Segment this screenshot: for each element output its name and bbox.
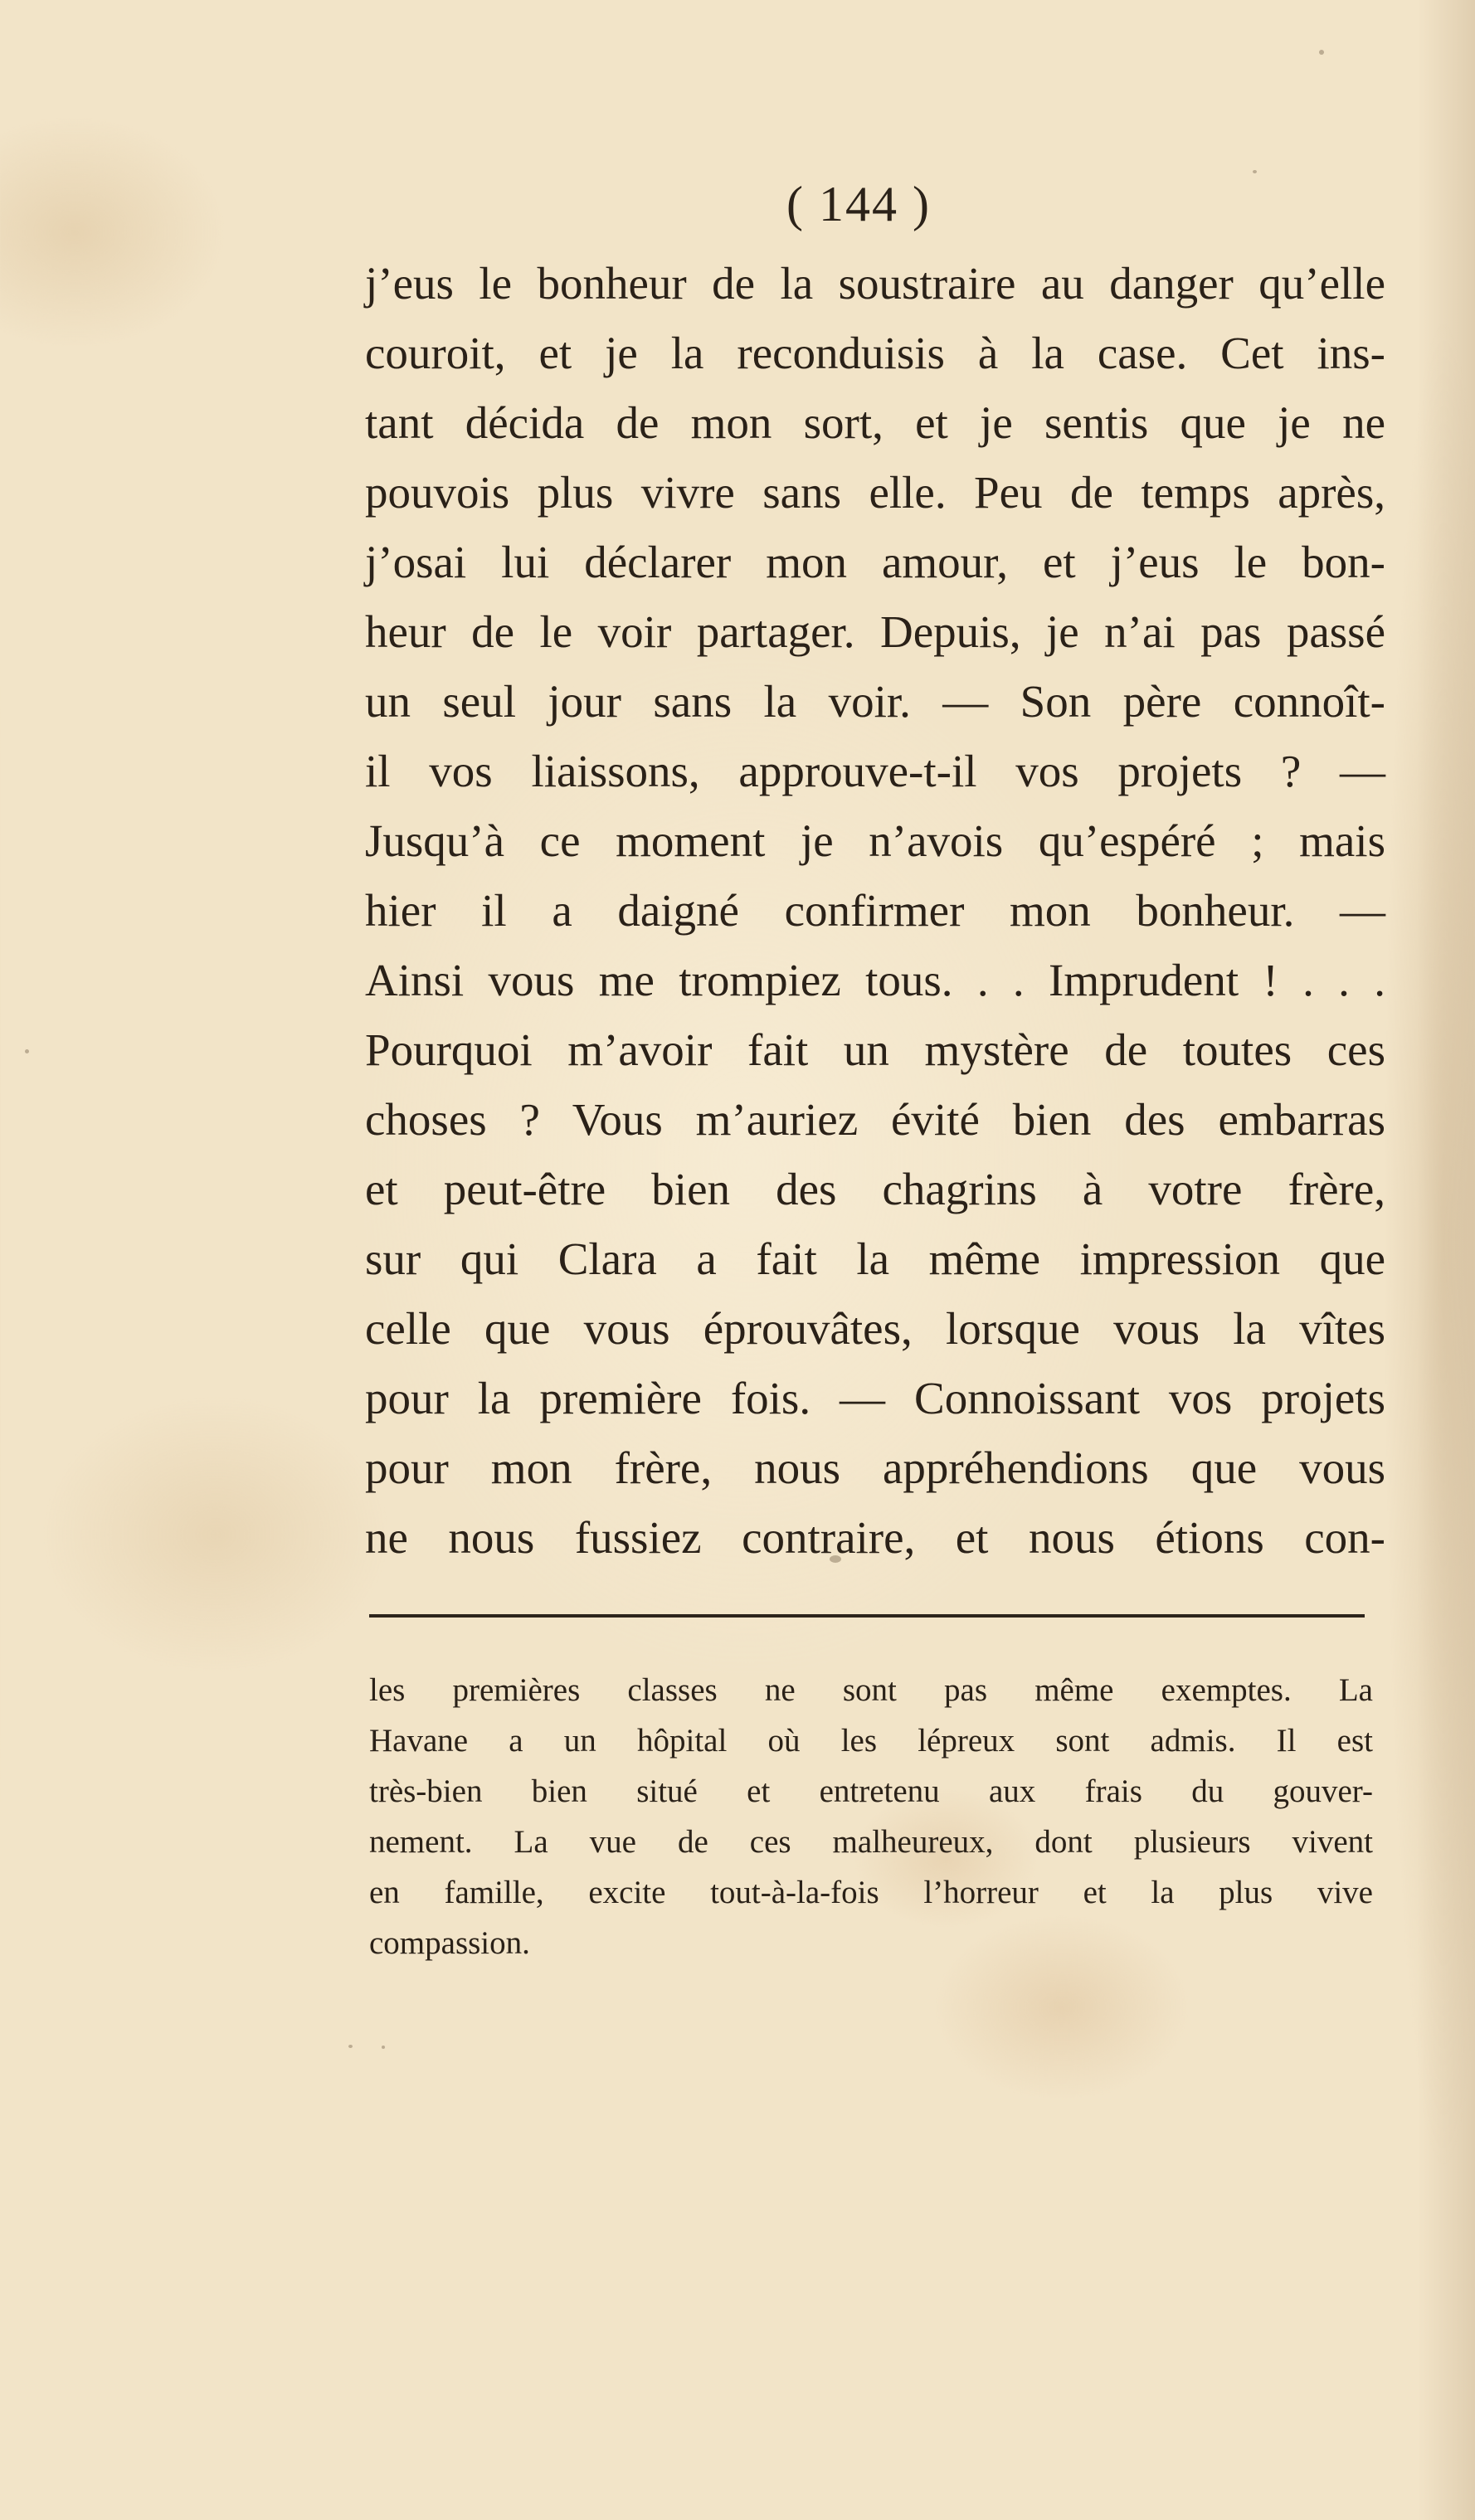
text-line: sur qui Clara a fait la même impression que [365, 1233, 1385, 1284]
footnote-separator-rule [369, 1614, 1365, 1618]
paper-speck [1253, 170, 1257, 173]
text-line: pour mon frère, nous appréhendions que vous [365, 1442, 1385, 1493]
text-line: heur de le voir partager. Depuis, je n’ai pas passé [365, 606, 1385, 657]
text-line: hier il a daigné confirmer mon bonheur. — [365, 885, 1385, 936]
text-line: pouvois plus vivre sans elle. Peu de temps après, [365, 467, 1385, 518]
text-line: j’osai lui déclarer mon amour, et j’eus le bon- [365, 537, 1385, 587]
text-line: tant décida de mon sort, et je sentis que je ne [365, 397, 1385, 448]
text-line: j’eus le bonheur de la soustraire au danger qu’elle [365, 258, 1385, 309]
main-text-block [365, 249, 1385, 1573]
footnote-line: très-bien bien situé et entretenu aux frais du gouver- [369, 1773, 1373, 1809]
footnote-block [369, 1665, 1373, 1968]
text-line: pour la première fois. — Connoissant vos projets [365, 1373, 1385, 1423]
paper-speck [382, 2046, 385, 2049]
text-line: ne nous fussiez contraire, et nous étions con- [365, 1512, 1385, 1563]
footnote-line: compassion. [369, 1925, 530, 1961]
paper-speck [348, 2045, 353, 2048]
footnote-line: nement. La vue de ces malheureux, dont plusieurs vivent [369, 1824, 1373, 1860]
paper-speck [1319, 50, 1324, 55]
text-line: celle que vous éprouvâtes, lorsque vous la vîtes [365, 1303, 1385, 1354]
page-number: ( 144 ) [786, 177, 931, 231]
text-line: un seul jour sans la voir. — Son père connoît- [365, 676, 1385, 727]
text-line: Ainsi vous me trompiez tous. . . Imprudent ! . . . [365, 955, 1385, 1005]
text-line: il vos liaissons, approuve-t-il vos projets ? — [365, 746, 1385, 796]
text-line: Pourquoi m’avoir fait un mystère de toutes ces [365, 1024, 1385, 1075]
text-line: Jusqu’à ce moment je n’avois qu’espéré ; mais [365, 815, 1385, 866]
text-line: couroit, et je la reconduisis à la case. Cet ins- [365, 328, 1385, 378]
paper-speck [830, 1555, 841, 1563]
footnote-line: Havane a un hôpital où les lépreux sont admis. Il est [369, 1723, 1373, 1759]
footnote-line: les premières classes ne sont pas même exemptes. La [369, 1672, 1373, 1708]
text-line: choses ? Vous m’auriez évité bien des embarras [365, 1094, 1385, 1145]
page-edge-shadow [1417, 0, 1475, 2520]
footnote-line: en famille, excite tout-à-la-fois l’horreur et la plus vive [369, 1875, 1373, 1910]
text-line: et peut-être bien des chagrins à votre frère, [365, 1164, 1385, 1214]
paper-speck [25, 1049, 29, 1053]
